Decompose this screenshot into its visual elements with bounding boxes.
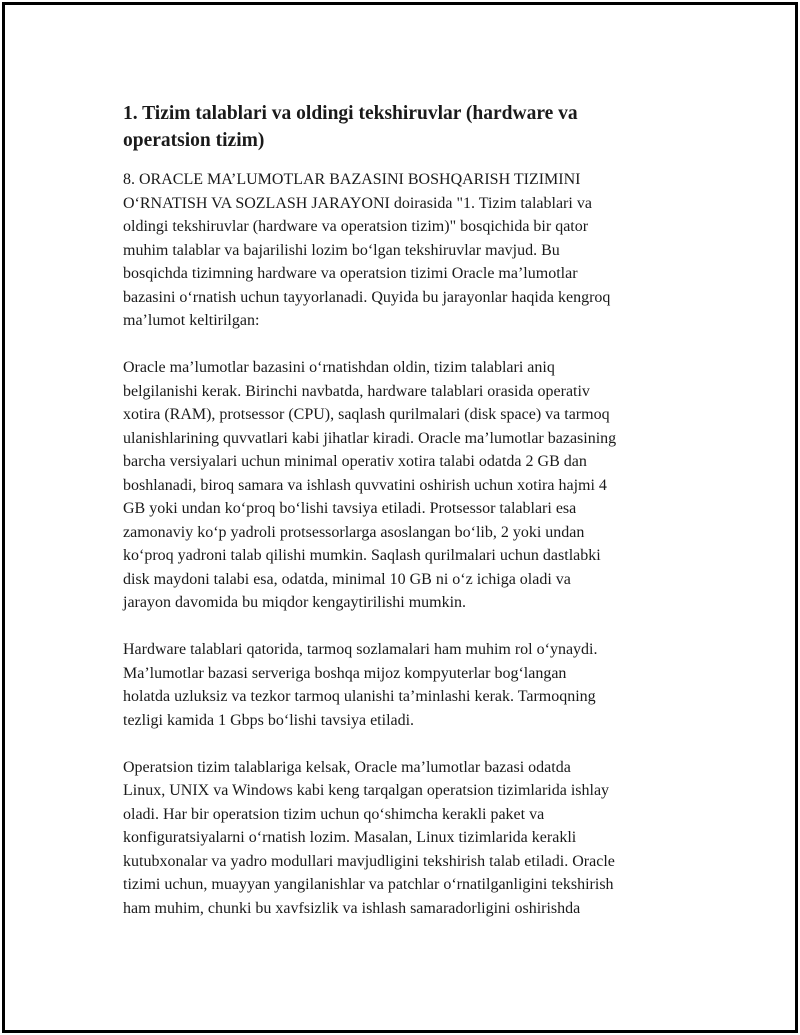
text-line: disk maydoni talabi esa, odatda, minimal 10 GB ni o‘z ichiga oladi va bbox=[123, 570, 571, 588]
text-line: konfiguratsiyalarni o‘rnatish lozim. Masalan, Linux tizimlarida kerakli bbox=[123, 829, 577, 846]
document-body bbox=[123, 100, 713, 944]
text-line: boshlanadi, biroq samara va ishlash quvvatini oshirish uchun xotira hajmi 4 bbox=[123, 476, 607, 494]
text-line: Linux, UNIX va Windows kabi keng tarqalgan operatsion tizimlarida ishlay bbox=[123, 782, 610, 799]
text-line: Ma’lumotlar bazasi serveriga boshqa mijoz kompyuterlar bog‘langan bbox=[123, 664, 567, 682]
text-line: O‘RNATISH VA SOZLASH JARAYONI doirasida "1. Tizim talablari va bbox=[123, 194, 592, 212]
text-line: barcha versiyalari uchun minimal operativ xotira talabi odatda 2 GB dan bbox=[123, 453, 587, 470]
text-line: ulanishlarining quvvatlari kabi jihatlar kiradi. Oracle ma’lumotlar bazasining bbox=[123, 429, 617, 447]
text-line: tizimi uchun, muayyan yangilanishlar va patchlar o‘rnatilganligini tekshirish bbox=[123, 876, 614, 893]
paragraph-network bbox=[123, 638, 713, 732]
text-line: oldingi tekshiruvlar (hardware va operatsion tizim)" bosqichida bir qator bbox=[123, 218, 589, 235]
text-line: Operatsion tizim talablariga kelsak, Oracle ma’lumotlar bazasi odatda bbox=[123, 758, 571, 776]
text-line: GB yoki undan ko‘proq bo‘lishi tavsiya etiladi. Protsessor talablari esa bbox=[123, 500, 577, 517]
paragraph-hardware-requirements bbox=[123, 356, 713, 615]
text-line: ham muhim, chunki bu xavfsizlik va ishlash samaradorligini oshirishda bbox=[123, 899, 581, 917]
heading-line: operatsion tizim) bbox=[123, 130, 265, 151]
text-line: ko‘proq yadroni talab qilishi mumkin. Saqlash qurilmalari uchun dastlabki bbox=[123, 547, 601, 564]
text-line: oladi. Har bir operatsion tizim uchun qo‘shimcha kerakli paket va bbox=[123, 805, 545, 823]
text-line: Oracle ma’lumotlar bazasini o‘rnatishdan oldin, tizim talablari aniq bbox=[123, 359, 555, 376]
text-line: bazasini o‘rnatish uchun tayyorlanadi. Quyida bu jarayonlar haqida kengroq bbox=[123, 288, 611, 306]
heading-line: 1. Tizim talablari va oldingi tekshiruvlar (hardware va bbox=[123, 103, 578, 124]
text-line: ma’lumot keltirilgan: bbox=[123, 312, 260, 329]
text-line: xotira (RAM), protsessor (CPU), saqlash qurilmalari (disk space) va tarmoq bbox=[123, 406, 610, 423]
page-frame bbox=[2, 2, 798, 1033]
text-line: holatda uzluksiz va tezkor tarmoq ulanishi ta’minlashi kerak. Tarmoqning bbox=[123, 688, 596, 705]
text-line: 8. ORACLE MA’LUMOTLAR BAZASINI BOSHQARISH TIZIMINI bbox=[123, 171, 581, 188]
paragraph-intro bbox=[123, 168, 713, 333]
section-heading bbox=[123, 100, 713, 154]
text-line: bosqichda tizimning hardware va operatsion tizimi Oracle ma’lumotlar bbox=[123, 265, 578, 282]
text-line: kutubxonalar va yadro modullari mavjudligini tekshirish talab etiladi. Oracle bbox=[123, 852, 615, 870]
text-line: muhim talablar va bajarilishi lozim bo‘lgan tekshiruvlar mavjud. Bu bbox=[123, 241, 560, 259]
paragraph-operating-system bbox=[123, 756, 713, 921]
text-line: tezligi kamida 1 Gbps bo‘lishi tavsiya etiladi. bbox=[123, 711, 415, 729]
text-line: belgilanishi kerak. Birinchi navbatda, hardware talablari orasida operativ bbox=[123, 382, 590, 400]
text-line: jarayon davomida bu miqdor kengaytirilishi mumkin. bbox=[123, 594, 467, 611]
text-line: zamonaviy ko‘p yadroli protsessorlarga asoslangan bo‘lib, 2 yoki undan bbox=[123, 523, 585, 541]
text-line: Hardware talablari qatorida, tarmoq sozlamalari ham muhim rol o‘ynaydi. bbox=[123, 641, 598, 658]
